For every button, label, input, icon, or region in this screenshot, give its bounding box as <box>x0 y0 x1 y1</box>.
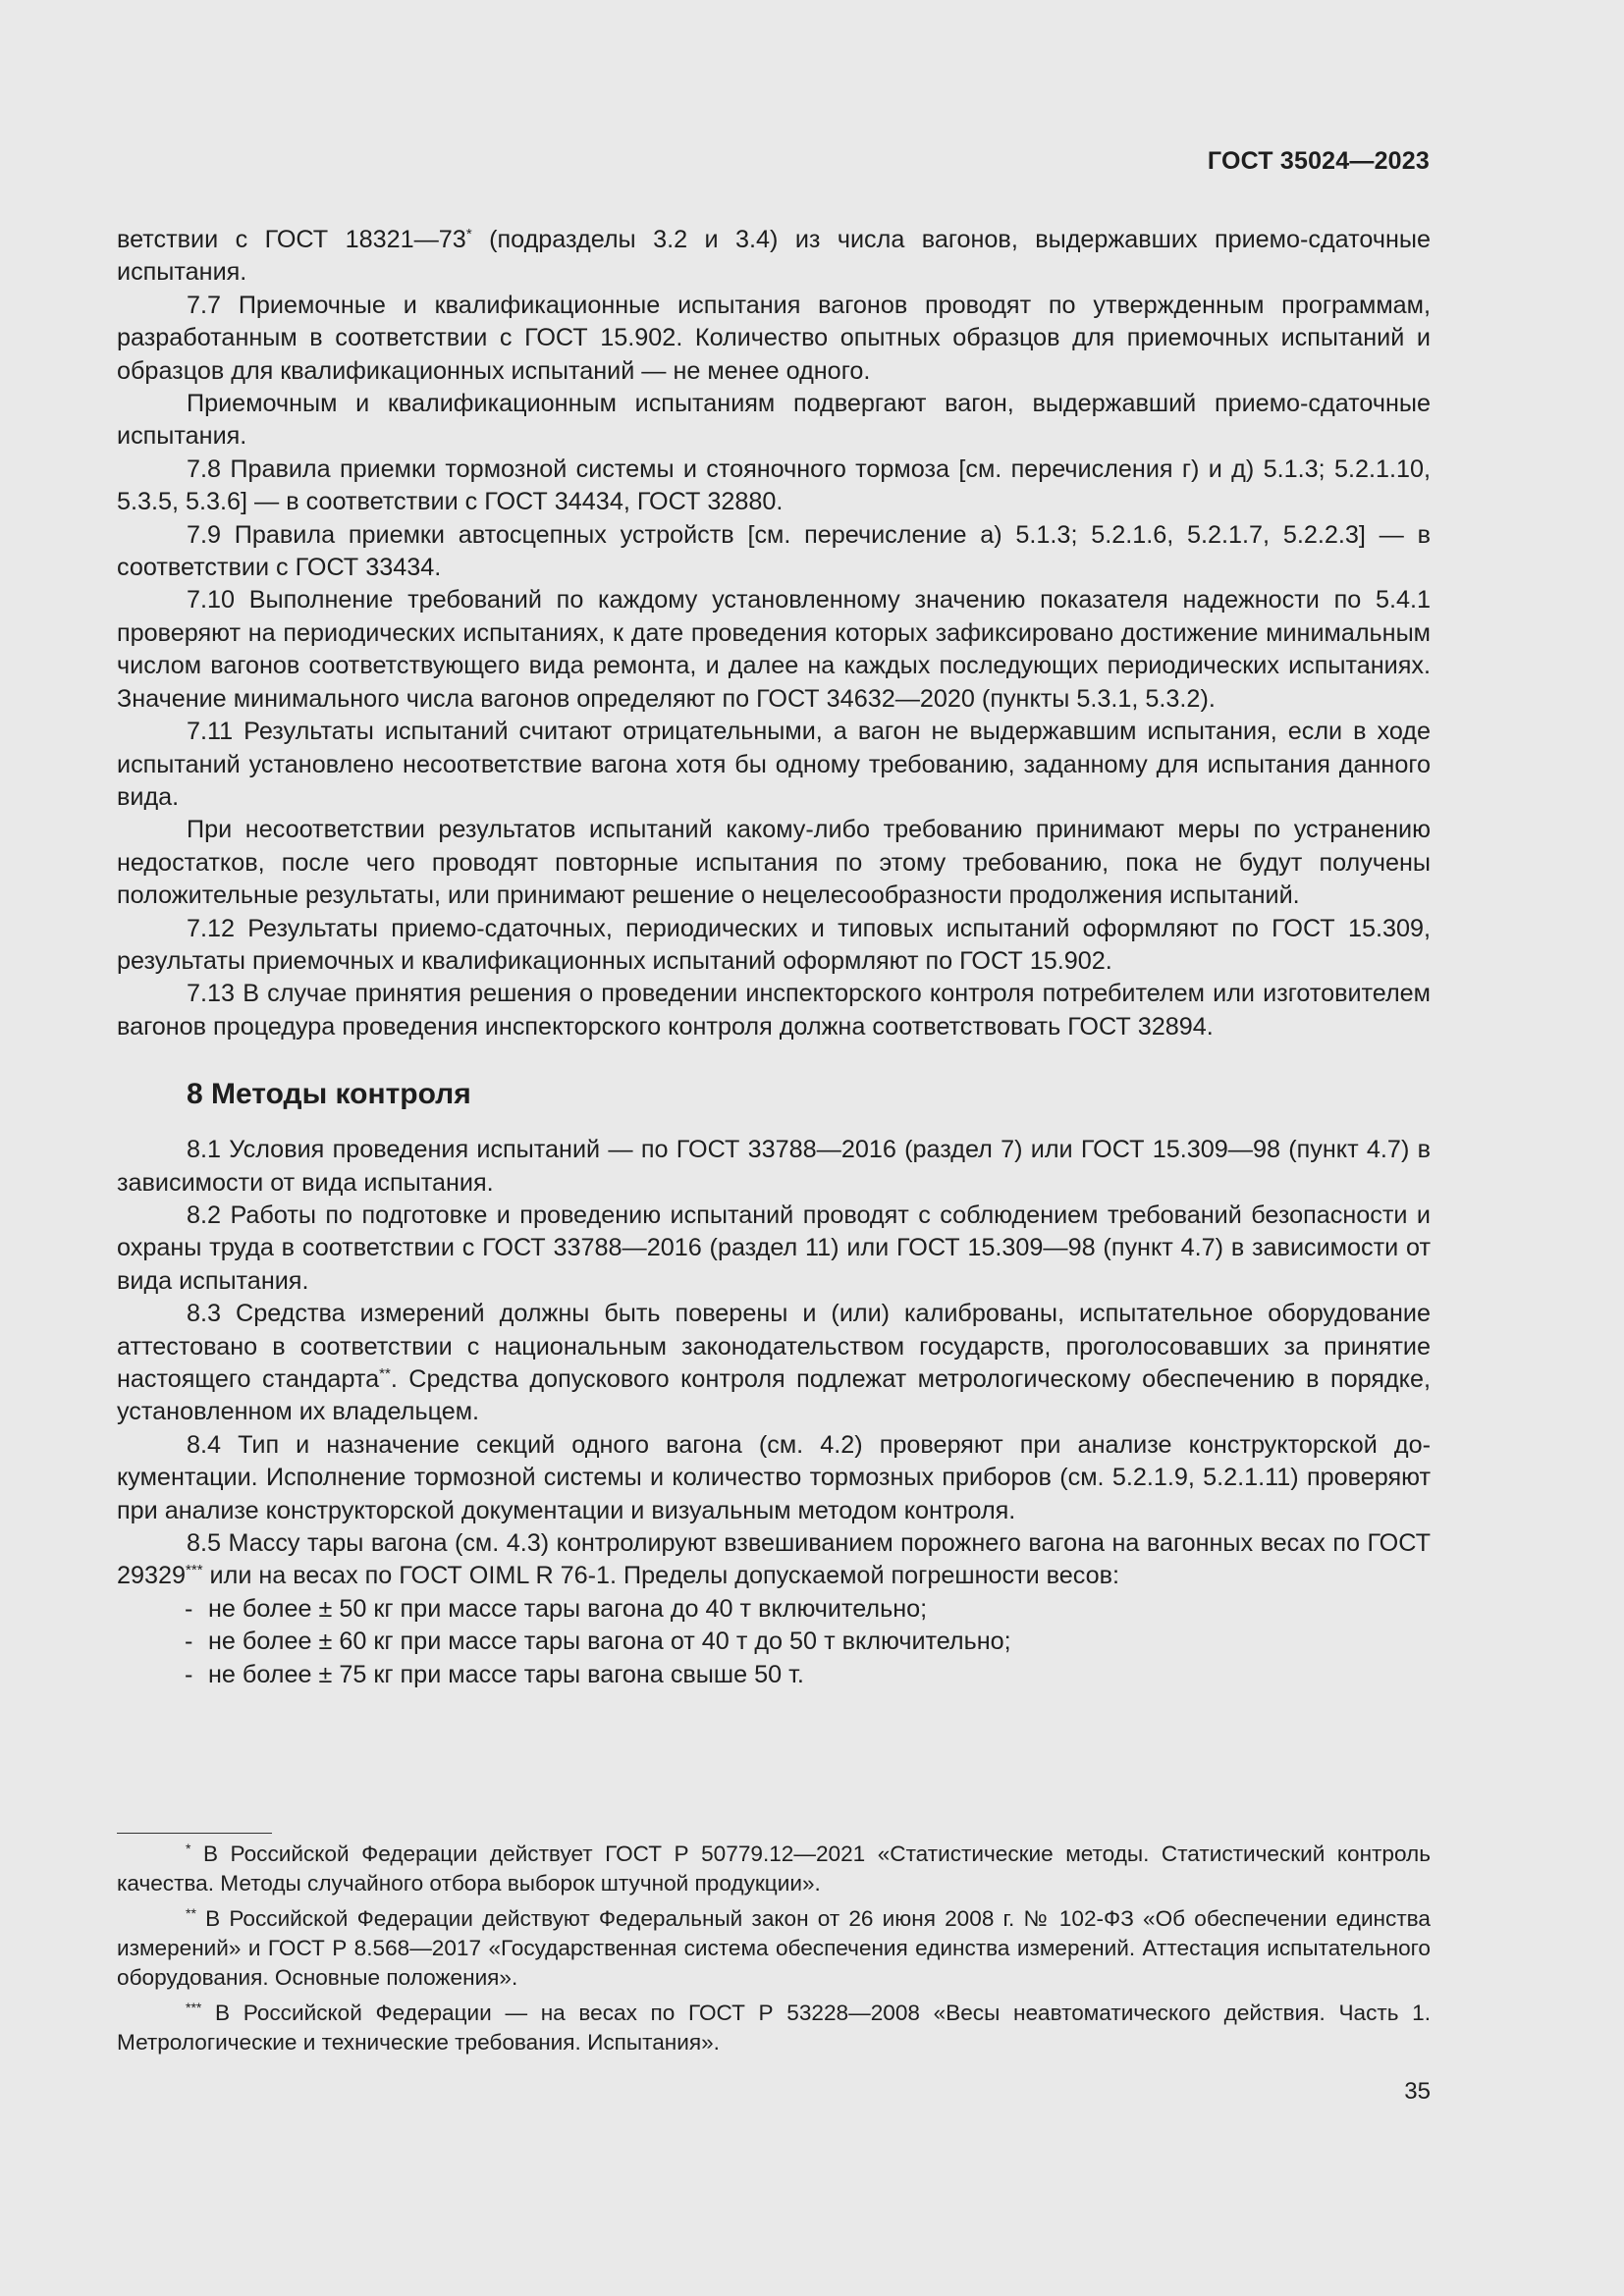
list-dash: - <box>185 1628 193 1656</box>
document-body <box>117 224 1431 1691</box>
tolerance-list <box>117 1593 1431 1691</box>
footnote-mark: *** <box>186 2000 202 2015</box>
footnote-divider <box>117 1833 272 1834</box>
footnote-ref-1: * <box>465 226 472 242</box>
list-item: - не более ± 60 кг при массе тары вагона от 40 т до 50 т включительно; <box>185 1626 1431 1658</box>
list-item: - не более ± 75 кг при массе тары вагона свыше 50 т. <box>185 1659 1431 1691</box>
footnote-ref-3: *** <box>186 1562 203 1579</box>
list-item: - не более ± 50 кг при массе тары вагона до 40 т включительно; <box>185 1593 1431 1626</box>
footnotes <box>117 1840 1431 2063</box>
footnote: ** В Российской Федерации действуют Федеральный закон от 26 июня 2008 г. № 102-ФЗ «Об обеспечении единства измерений» и ГОСТ Р 8.568—2017 «Государственная система обеспечения единства измерений. Аттестация испытательного оборудования. Основные положения». <box>117 1905 1431 1990</box>
footnote-mark: * <box>186 1841 191 1856</box>
footnote: * В Российской Федерации действует ГОСТ Р 50779.12—2021 «Статистические методы. Статистический контроль качества. Методы случайного отбора выборок штучной продукции». <box>117 1841 1431 1896</box>
footnote-mark: ** <box>186 1905 196 1921</box>
paragraph-7-12: 7.12 Результаты приемо-сдаточных, периодических и типовых испытаний оформляют по ГОСТ 15.309, результаты приемочных и квалификационных испытаний оформляют по ГОСТ 15.902. <box>117 914 1431 975</box>
paragraph-8-4: 8.4 Тип и назначение секций одного вагона (см. 4.2) проверяют при анализе конструкторской документации. Исполнение тормозной системы и количество тормозных приборов (см. 5.2.1.9, 5.2.1.11) проверяют при анализе конструкторской документации и визуальным методом контроля. <box>117 1430 1431 1524</box>
paragraph-8-2: 8.2 Работы по подготовке и проведению испытаний проводят с соблюдением требований безопасности и охраны труда в соответствии с ГОСТ 33788—2016 (раздел 11) или ГОСТ 15.309—98 (пункт 4.7) в зависимости от вида испытания. <box>117 1201 1431 1295</box>
paragraph-8-3: 8.3 Средства измерений должны быть поверены и (или) калиброваны, испытательное оборудование аттестовано в соответствии с национальным законодательством государств, проголосовавших за принятие настоящего стандарта**. Средства допускового контроля подлежат метрологическому обеспечению в порядке, установленном их владельцем. <box>117 1300 1431 1426</box>
paragraph-7-7: 7.7 Приемочные и квалификационные испытания вагонов проводят по утвержденным программам, разработанным в соответствии с ГОСТ 15.902. Количество опытных образцов для приемочных испытаний и образцов для квалификационных испытаний — не менее одного. <box>117 291 1431 385</box>
page-number: 35 <box>1404 2078 1431 2105</box>
paragraph-7-9: 7.9 Правила приемки автосцепных устройств [см. перечисление а) 5.1.3; 5.2.1.6, 5.2.1.7, 5.2.2.3] — в соответствии с ГОСТ 33434. <box>117 520 1431 582</box>
paragraph-7-8: 7.8 Правила приемки тормозной системы и стояночного тормоза [см. перечисления г) и д) 5.1.3; 5.2.1.10, 5.3.5, 5.3.6] — в соответствии с ГОСТ 34434, ГОСТ 32880. <box>117 454 1431 516</box>
paragraph-8-5: 8.5 Массу тары вагона (см. 4.3) контролируют взвешиванием порожнего вагона на вагонных весах по ГОСТ 29329*** или на весах по ГОСТ OIML R 76-1. Пределы допускаемой погрешности весов: <box>117 1529 1431 1590</box>
list-dash: - <box>185 1660 193 1688</box>
paragraph-7-11-cont: При несоответствии результатов испытаний какому-либо требованию принимают меры по устранению недостатков, после чего проводят повторные испытания по этому требованию, пока не будут получены положительные результаты, или принимают решение о нецелесообразности продолжения испытаний. <box>117 816 1431 910</box>
footnote-ref-2: ** <box>379 1365 391 1382</box>
section-heading: 8 Методы контроля <box>187 1078 471 1111</box>
paragraph-7-10: 7.10 Выполнение требований по каждому установленному значению показателя надежности по 5.4.1 проверяют на периодических испытаниях, к дате проведения которых зафиксировано достижение минимальным числом вагонов соответствующего вида ремонта, и далее на каждых последующих периодических испытаниях. Значение минимального числа вагонов определяют по ГОСТ 34632—2020 (пункты 5.3.1, 5.3.2). <box>117 586 1431 713</box>
paragraph-8-1: 8.1 Условия проведения испытаний — по ГОСТ 33788—2016 (раздел 7) или ГОСТ 15.309—98 (пункт 4.7) в зависимости от вида испытания. <box>117 1136 1431 1197</box>
document-header-id: ГОСТ 35024—2023 <box>1207 147 1430 175</box>
paragraph-7-7-cont: Приемочным и квалификационным испытаниям подвергают вагон, выдержавший приемо-сдаточные испытания. <box>117 390 1431 451</box>
list-dash: - <box>185 1594 193 1623</box>
paragraph-continuation: ветствии с ГОСТ 18321—73* (подразделы 3.2 и 3.4) из числа вагонов, выдержавших приемо-сдаточные испытания. <box>117 226 1431 287</box>
paragraph-7-11: 7.11 Результаты испытаний считают отрицательными, а вагон не выдержавшим испытания, если в ходе испытаний установлено несоответствие вагона хотя бы одному требованию, заданному для испытания данного вида. <box>117 718 1431 811</box>
paragraph-7-13: 7.13 В случае принятия решения о проведении инспекторского контроля потребителем или изготовителем вагонов процедура проведения инспекторского контроля должна соответствовать ГОСТ 32894. <box>117 980 1431 1041</box>
footnote: *** В Российской Федерации — на весах по ГОСТ Р 53228—2008 «Весы неавтоматического действия. Часть 1. Метрологические и технические требования. Испытания». <box>117 2000 1431 2055</box>
